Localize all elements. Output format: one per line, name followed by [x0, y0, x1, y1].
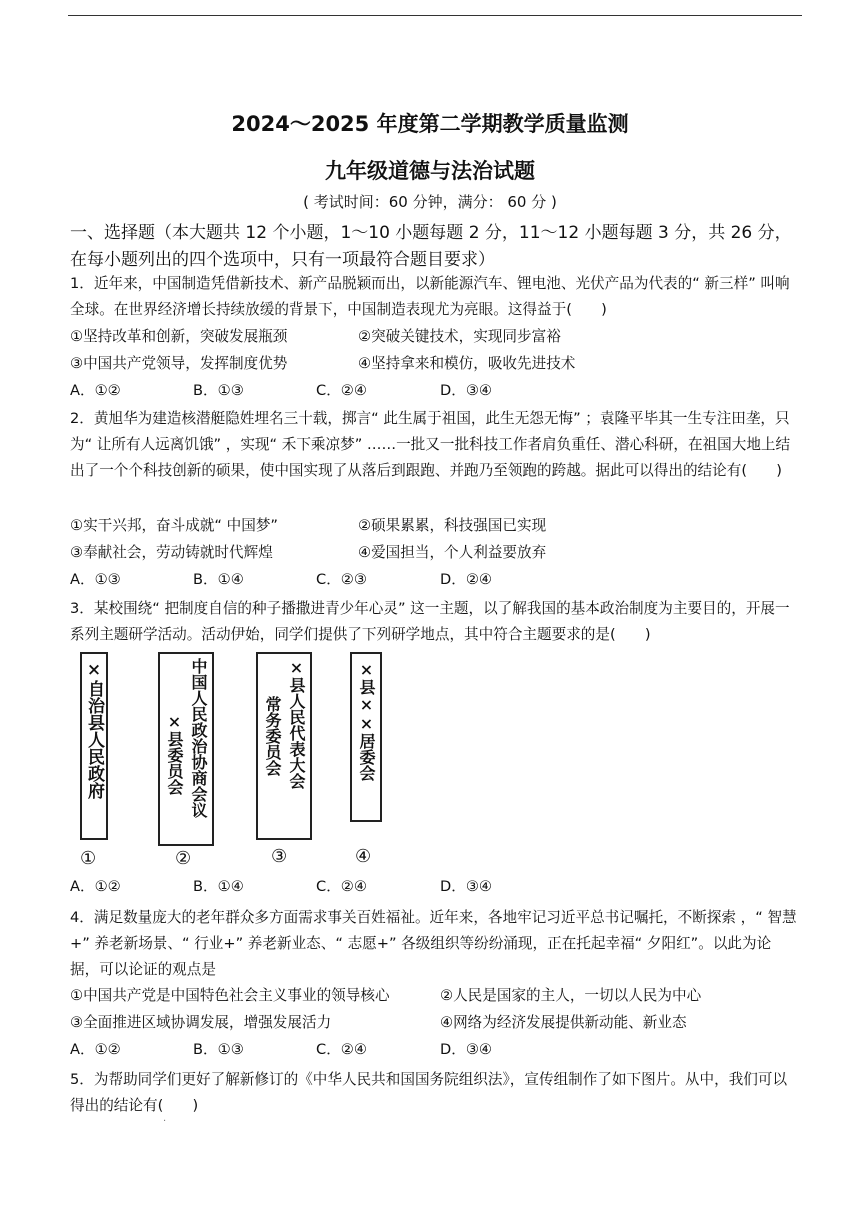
- section-heading: 一、选择题（本大题共 12 个小题，1～10 小题每题 2 分，11～12 小题每题 3 分，共 26 分，在每小题列出的四个选项中，只有一项最符合题目要求）: [70, 223, 792, 270]
- plaque-2-number: ②: [175, 848, 192, 869]
- answer-choice: D．③④: [440, 878, 492, 895]
- scan-artifact-dot: ·: [163, 1116, 167, 1127]
- answer-choice: B．①④: [193, 878, 244, 895]
- question-1-stem: 1．近年来，中国制造凭借新技术、新产品脱颖而出，以新能源汽车、锂电池、光伏产品为代表的“ 新三样” 叫响全球。在世界经济增长持续放缓的背景下，中国制造表现尤为亮眼。这得益于( ): [70, 275, 790, 318]
- answer-choice: C．②④: [316, 1041, 367, 1058]
- plaque-1: [80, 652, 108, 840]
- option: ③全面推进区域协调发展，增强发展活力: [70, 1014, 332, 1031]
- plaque-4-number: ④: [355, 846, 372, 867]
- answer-choice: B．①③: [193, 1041, 244, 1058]
- answer-choice: A．①③: [70, 571, 121, 588]
- option: ②硕果累累，科技强国已实现: [358, 517, 547, 534]
- option: ②人民是国家的主人，一切以人民为中心: [440, 987, 702, 1004]
- option: ③中国共产党领导，发挥制度优势: [70, 355, 288, 372]
- plaque-2-text-main: 中国人民政治协商会议: [189, 658, 208, 818]
- question-5-stem: 5．为帮助同学们更好了解新修订的《中华人民共和国国务院组织法》，宣传组制作了如下图片。从中，我们可以得出的结论有( ): [70, 1071, 788, 1114]
- option: ③奉献社会，劳动铸就时代辉煌: [70, 544, 273, 561]
- answer-choice: A．①②: [70, 1041, 121, 1058]
- plaque-2-text-sub: ×县委员会: [165, 711, 184, 795]
- option: ④坚持拿来和模仿，吸收先进技术: [358, 355, 576, 372]
- plaque-1-number: ①: [80, 848, 97, 869]
- option: ①实干兴邦，奋斗成就“ 中国梦”: [70, 517, 278, 534]
- answer-choice: C．②③: [316, 571, 367, 588]
- option: ①中国共产党是中国特色社会主义事业的领导核心: [70, 987, 390, 1004]
- top-rule: [68, 15, 802, 16]
- question-4-stem: 4．满足数量庞大的老年群众多方面需求事关百姓福祉。近年来，各地牢记习近平总书记嘱托，不断探索 ，“ 智慧+” 养老新场景、“ 行业+” 养老新业态、“ 志愿+” 各级组织等纷纷涌现，正在托起幸福“ 夕阳红”。以此为论据，可以论证的观点是: [70, 909, 797, 978]
- plaque-4-text: ×县××居委会: [357, 660, 376, 781]
- answer-choice: A．①②: [70, 878, 121, 895]
- plaque-3-number: ③: [271, 846, 288, 867]
- exam-meta: ( 考试时间：60 分钟，满分： 60 分 ): [303, 193, 557, 211]
- answer-choice: C．②④: [316, 382, 367, 399]
- plaque-1-text: ×自治县人民政府: [84, 660, 104, 799]
- plaque-4: [350, 652, 382, 822]
- option: ②突破关键技术，实现同步富裕: [358, 328, 561, 345]
- plaque-3: [256, 652, 312, 840]
- option: ④爱国担当，个人利益要放弃: [358, 544, 547, 561]
- plaque-3-text-main: ×县人民代表大会: [287, 658, 306, 789]
- answer-choice: D．③④: [440, 382, 492, 399]
- page-subtitle: 九年级道德与法治试题: [325, 159, 535, 183]
- answer-choice: D．③④: [440, 1041, 492, 1058]
- answer-choice: B．①③: [193, 382, 244, 399]
- question-3-stem: 3．某校围绕“ 把制度自信的种子播撒进青少年心灵” 这一主题，以了解我国的基本政治制度为主要目的，开展一系列主题研学活动。活动伊始，同学们提供了下列研学地点，其中符合主题要求的是( ): [70, 600, 790, 643]
- page-title: 2024～2025 年度第二学期教学质量监测: [231, 112, 629, 136]
- answer-choice: D．②④: [440, 571, 492, 588]
- plaque-2: [158, 652, 214, 846]
- plaque-3-text-sub: 常务委员会: [263, 695, 282, 776]
- question-2-stem: 2．黄旭华为建造核潜艇隐姓埋名三十载，掷言“ 此生属于祖国，此生无怨无悔” ；袁隆平毕其一生专注田垄，只为“ 让所有人远离饥饿” ，实现“ 禾下乘凉梦” ……一批又一批科技工作者肩负重任、潜心科研，在祖国大地上结出了一个个科技创新的硕果，使中国实现了从落后到跟跑、并跑乃至领跑的跨越。据此可以得出的结论有( ): [70, 410, 791, 479]
- answer-choice: C．②④: [316, 878, 367, 895]
- answer-choice: B．①④: [193, 571, 244, 588]
- option: ④网络为经济发展提供新动能、新业态: [440, 1014, 687, 1031]
- option: ①坚持改革和创新，突破发展瓶颈: [70, 328, 288, 345]
- answer-choice: A．①②: [70, 382, 121, 399]
